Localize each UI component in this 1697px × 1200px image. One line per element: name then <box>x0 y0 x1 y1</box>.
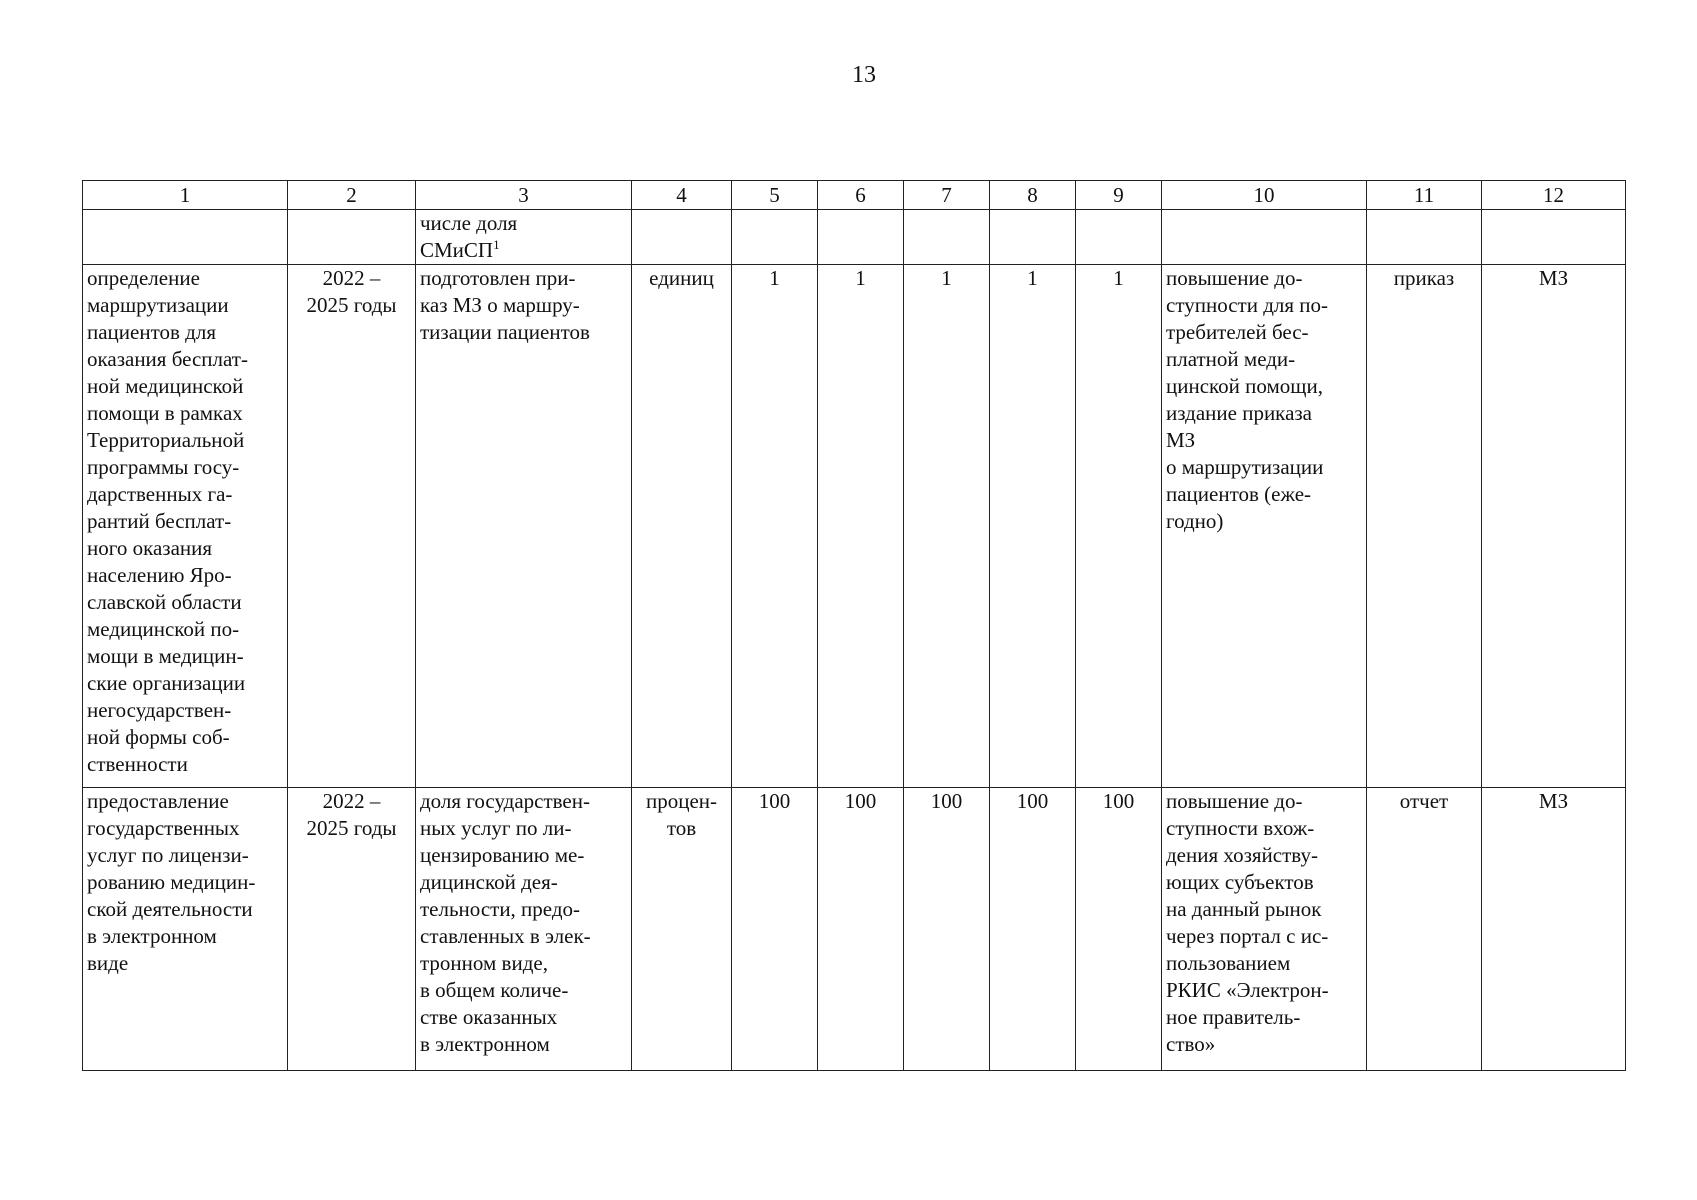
value-2024-cell: 1 <box>990 265 1076 788</box>
header-cell: 3 <box>416 181 632 210</box>
measure-cell: определение маршрутизации пациентов для оказания бесплат- ной медицинской помощи в рамках Территориальной программы госу- дарственных га- рантий бесплат- ного оказания населению Яро- славской области медицинской по- мощи в медицин- ские организации негосударствен- ной формы соб- ственности <box>83 265 288 788</box>
period-cell: 2022 – 2025 годы <box>288 788 416 1071</box>
table-row <box>83 788 1626 1071</box>
page-number: 13 <box>852 62 876 88</box>
header-cell: 2 <box>288 181 416 210</box>
continuation-row <box>83 210 1626 265</box>
header-cell: 10 <box>1162 181 1367 210</box>
result-cell: повышение до- ступности вхож- дения хозяйству- ющих субъектов на данный рынок через портал с ис- пользованием РКИС «Электрон- ное правитель- ство» <box>1162 788 1367 1071</box>
header-cell: 1 <box>83 181 288 210</box>
document-cell: отчет <box>1367 788 1482 1071</box>
header-cell: 11 <box>1367 181 1482 210</box>
indicator-continuation-cell <box>416 210 632 265</box>
value-2023-cell: 1 <box>904 265 990 788</box>
result-cell: повышение до- ступности для по- требителей бес- платной меди- цинской помощи, издание приказа МЗ о маршрутизации пациентов (еже- годно) <box>1162 265 1367 788</box>
header-cell: 7 <box>904 181 990 210</box>
measure-cell: предоставление государственных услуг по лицензи- рованию медицин- ской деятельности в электронном виде <box>83 788 288 1071</box>
indicator-continuation-text: числе доля СМиСП <box>420 211 518 262</box>
header-cell: 9 <box>1076 181 1162 210</box>
document-cell: приказ <box>1367 265 1482 788</box>
value-2022-cell: 1 <box>818 265 904 788</box>
header-cell: 5 <box>732 181 818 210</box>
footnote-marker: 1 <box>493 237 500 252</box>
unit-cell: единиц <box>632 265 732 788</box>
header-row <box>83 181 1626 210</box>
value-2021-cell: 100 <box>732 788 818 1071</box>
unit-cell: процен- тов <box>632 788 732 1071</box>
header-cell: 12 <box>1482 181 1626 210</box>
value-2023-cell: 100 <box>904 788 990 1071</box>
header-cell: 8 <box>990 181 1076 210</box>
executor-cell: МЗ <box>1482 788 1626 1071</box>
header-cell: 6 <box>818 181 904 210</box>
executor-cell: МЗ <box>1482 265 1626 788</box>
table-row <box>83 265 1626 788</box>
value-2025-cell: 100 <box>1076 788 1162 1071</box>
value-2021-cell: 1 <box>732 265 818 788</box>
indicator-cell: подготовлен при- каз МЗ о маршру- тизации пациентов <box>416 265 632 788</box>
header-cell: 4 <box>632 181 732 210</box>
period-cell: 2022 – 2025 годы <box>288 265 416 788</box>
measures-table <box>82 180 1626 1071</box>
value-2025-cell: 1 <box>1076 265 1162 788</box>
value-2024-cell: 100 <box>990 788 1076 1071</box>
value-2022-cell: 100 <box>818 788 904 1071</box>
indicator-cell: доля государствен- ных услуг по ли- цензированию ме- дицинской дея- тельности, предо- ставленных в элек- тронном виде, в общем количе- стве оказанных в электронном <box>416 788 632 1071</box>
